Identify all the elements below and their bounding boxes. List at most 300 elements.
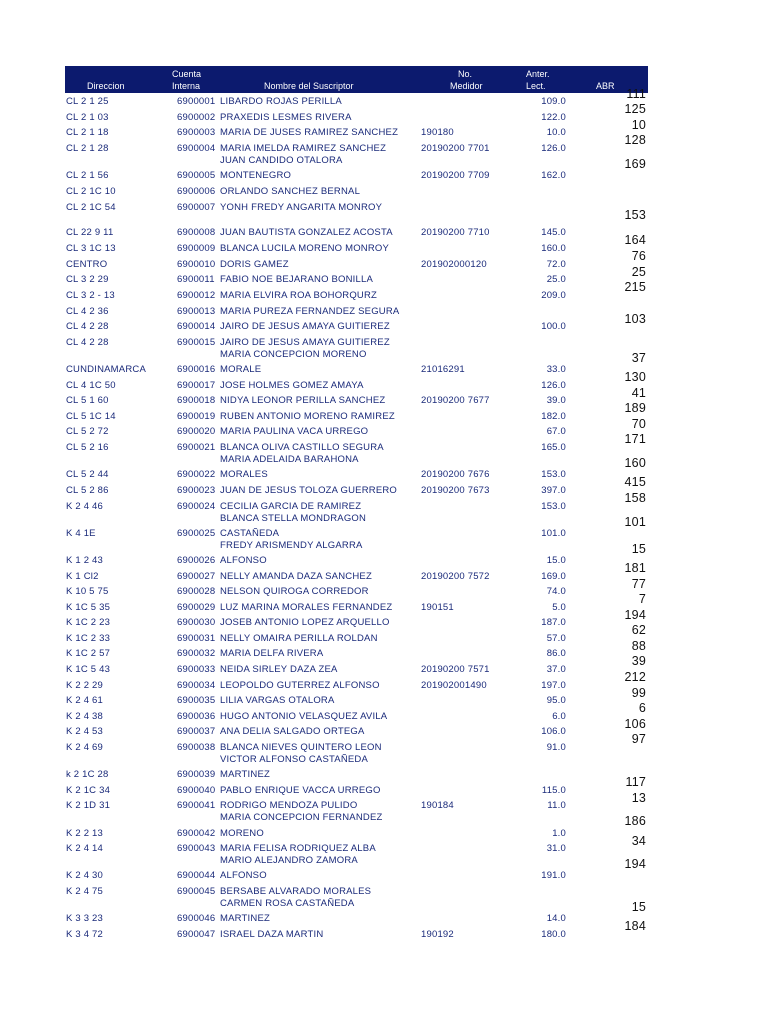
- cell-abr: 130: [624, 370, 646, 384]
- table-row: [65, 302, 648, 318]
- cell-direccion: CL 5 2 72: [66, 426, 109, 437]
- cell-cuenta: 6900037: [177, 726, 216, 737]
- cell-lectura-anterior: 31.0: [546, 843, 566, 854]
- table-row: [65, 775, 648, 797]
- cell-lectura-anterior: 33.0: [546, 364, 566, 375]
- table-row: [65, 233, 648, 255]
- header-nombre: Nombre del Suscriptor: [264, 81, 354, 91]
- cell-direccion: K 2 2 13: [66, 828, 103, 839]
- cell-cuenta: 6900033: [177, 664, 216, 675]
- cell-direccion: CL 3 2 29: [66, 274, 109, 285]
- cell-direccion: K 3 3 23: [66, 913, 103, 924]
- cell-nombre: NELLY OMAIRA PERILLA ROLDAN: [220, 633, 378, 644]
- cell-direccion: K 2 4 46: [66, 501, 103, 512]
- cell-abr: 88: [631, 639, 646, 653]
- cell-nombre: CECILIA GARCIA DE RAMIREZ: [220, 501, 362, 512]
- cell-nombre: NIDYA LEONOR PERILLA SANCHEZ: [220, 395, 386, 406]
- table-row: [65, 670, 648, 692]
- table-row: [65, 882, 648, 898]
- cell-cuenta: 6900028: [177, 586, 216, 597]
- cell-abr: 37: [631, 351, 646, 365]
- cell-abr: 189: [624, 401, 646, 415]
- cell-abr: 62: [631, 623, 646, 637]
- table-row: [65, 855, 648, 882]
- cell-cuenta: 6900040: [177, 785, 216, 796]
- cell-nombre-line2: CASTAÑEDA: [220, 528, 280, 539]
- table-row: [65, 370, 648, 392]
- cell-direccion: K 2 4 30: [66, 870, 103, 881]
- cell-lectura-anterior: 91.0: [546, 742, 566, 753]
- cell-medidor: 190192: [421, 929, 454, 940]
- table-row: [65, 432, 648, 454]
- cell-cuenta: 6900047: [177, 929, 216, 940]
- cell-nombre: LUZ MARINA MORALES FERNANDEZ: [220, 602, 393, 613]
- table-row: [65, 791, 648, 812]
- table-row: [65, 280, 648, 302]
- table-row: [65, 312, 648, 333]
- cell-cuenta: 6900023: [177, 485, 216, 496]
- cell-abr: 181: [624, 561, 646, 575]
- cell-abr: 77: [631, 577, 646, 591]
- cell-medidor: 20190200 7676: [421, 469, 490, 480]
- cell-cuenta: 6900035: [177, 695, 216, 706]
- cell-nombre: MARIA FELISA RODRIQUEZ ALBA: [220, 843, 376, 854]
- cell-nombre-line2: ALFONSO: [220, 555, 267, 566]
- table-row: [65, 454, 648, 481]
- cell-direccion: K 2 4 53: [66, 726, 103, 737]
- table-row: [65, 540, 648, 567]
- cell-nombre: LILIA VARGAS OTALORA: [220, 695, 335, 706]
- cell-cuenta: 6900002: [177, 112, 216, 123]
- cell-nombre: JUAN DE JESUS TOLOZA GUERRERO: [220, 485, 398, 496]
- cell-lectura-anterior: 11.0: [547, 800, 566, 811]
- cell-direccion: CUNDINAMARCA: [66, 364, 146, 375]
- header-medidor-line1: No.: [458, 69, 473, 79]
- cell-cuenta: 6900020: [177, 426, 216, 437]
- cell-lectura-anterior: 25.0: [546, 274, 566, 285]
- cell-nombre: YONH FREDY ANGARITA MONROY: [220, 202, 383, 213]
- cell-abr: 117: [625, 775, 646, 789]
- cell-direccion: CL 2 1 03: [66, 112, 109, 123]
- cell-abr: 97: [631, 732, 646, 746]
- cell-lectura-anterior: 182.0: [541, 411, 566, 422]
- cell-direccion: K 2 1C 34: [66, 785, 111, 796]
- table-row: [65, 577, 648, 598]
- cell-medidor: 190184: [421, 800, 454, 811]
- header-medidor-line2: Medidor: [450, 81, 483, 91]
- cell-nombre: BLANCA STELLA MONDRAGON: [220, 513, 367, 524]
- cell-direccion: CL 2 1C 10: [66, 186, 116, 197]
- cell-cuenta: 6900044: [177, 870, 216, 881]
- cell-abr: 184: [624, 919, 646, 933]
- cell-abr: 34: [631, 834, 646, 848]
- cell-nombre: MARIA IMELDA RAMIREZ SANCHEZ: [220, 143, 387, 154]
- cell-lectura-anterior: 162.0: [541, 170, 566, 181]
- cell-cuenta: 6900036: [177, 711, 216, 722]
- cell-direccion: CL 5 1C 14: [66, 411, 116, 422]
- table-row: [65, 475, 648, 497]
- cell-nombre: NEIDA SIRLEY DAZA ZEA: [220, 664, 338, 675]
- cell-medidor: 201902000120: [421, 259, 487, 270]
- cell-nombre: JUAN BAUTISTA GONZALEZ ACOSTA: [220, 227, 393, 238]
- table-row: [65, 102, 648, 124]
- cell-nombre-line2: MORALE: [220, 364, 262, 375]
- cell-cuenta: 6900046: [177, 913, 216, 924]
- cell-nombre: MARIA CONCEPCION MORENO: [220, 349, 367, 360]
- cell-abr: 125: [624, 102, 646, 116]
- cell-abr: 171: [624, 432, 646, 446]
- cell-nombre: ANA DELIA SALGADO ORTEGA: [220, 726, 365, 737]
- cell-cuenta: 6900016: [177, 364, 216, 375]
- cell-nombre: VICTOR ALFONSO CASTAÑEDA: [220, 754, 369, 765]
- table-row: [65, 561, 648, 583]
- table-row: [65, 513, 648, 540]
- cell-nombre: PABLO ENRIQUE VACCA URREGO: [220, 785, 381, 796]
- cell-direccion: K 1C 2 23: [66, 617, 111, 628]
- header-cuenta-line1: Cuenta: [172, 69, 202, 79]
- table-row: [65, 732, 648, 754]
- cell-direccion: CL 2 1 56: [66, 170, 109, 181]
- cell-medidor: 20190200 7677: [421, 395, 490, 406]
- cell-cuenta: 6900026: [177, 555, 216, 566]
- cell-abr: 39: [631, 654, 646, 668]
- cell-lectura-anterior: 39.0: [546, 395, 566, 406]
- cell-cuenta: 6900019: [177, 411, 216, 422]
- cell-cuenta: 6900001: [177, 96, 216, 107]
- cell-direccion: K 10 5 75: [66, 586, 109, 597]
- cell-nombre: MARIA PUREZA FERNANDEZ SEGURA: [220, 306, 400, 317]
- cell-lectura-anterior: 160.0: [541, 243, 566, 254]
- cell-direccion: K 2 4 69: [66, 742, 103, 753]
- cell-cuenta: 6900027: [177, 571, 216, 582]
- cell-direccion: K 2 1D 31: [66, 800, 111, 811]
- cell-nombre: HUGO ANTONIO VELASQUEZ AVILA: [220, 711, 388, 722]
- cell-nombre: LEOPOLDO GUTERREZ ALFONSO: [220, 680, 380, 691]
- cell-lectura-anterior: 101.0: [541, 528, 566, 539]
- cell-nombre: MARIA DELFA RIVERA: [220, 648, 324, 659]
- cell-direccion: K 2 4 75: [66, 886, 103, 897]
- cell-lectura-anterior: 109.0: [541, 96, 566, 107]
- cell-cuenta: 6900005: [177, 170, 216, 181]
- cell-medidor: 20190200 7673: [421, 485, 490, 496]
- cell-nombre: FABIO NOE BEJARANO BONILLA: [220, 274, 374, 285]
- cell-cuenta: 6900034: [177, 680, 216, 691]
- cell-medidor: 21016291: [421, 364, 465, 375]
- cell-nombre-line2: ALFONSO: [220, 870, 267, 881]
- cell-abr: 76: [631, 249, 646, 263]
- cell-cuenta: 6900024: [177, 501, 216, 512]
- cell-cuenta: 6900007: [177, 202, 216, 213]
- cell-abr: 106: [624, 717, 646, 731]
- cell-nombre-line2: MARTINEZ: [220, 769, 270, 780]
- cell-lectura-anterior: 209.0: [541, 290, 566, 301]
- cell-nombre: LIBARDO ROJAS PERILLA: [220, 96, 342, 107]
- header-anter-line2: Lect.: [526, 81, 546, 91]
- cell-lectura-anterior: 57.0: [546, 633, 566, 644]
- table-row: [65, 654, 648, 676]
- cell-cuenta: 6900012: [177, 290, 216, 301]
- cell-direccion: CL 5 2 86: [66, 485, 109, 496]
- cell-abr: 186: [624, 814, 646, 828]
- table-row: [65, 155, 648, 182]
- cell-lectura-anterior: 37.0: [546, 664, 566, 675]
- cell-lectura-anterior: 72.0: [546, 259, 566, 270]
- cell-nombre: JAIRO DE JESUS AMAYA GUITIEREZ: [220, 337, 390, 348]
- cell-direccion: K 2 2 29: [66, 680, 103, 691]
- cell-lectura-anterior: 187.0: [541, 617, 566, 628]
- cell-direccion: CL 5 1 60: [66, 395, 109, 406]
- cell-cuenta: 6900004: [177, 143, 216, 154]
- cell-nombre-line2: MORALES: [220, 469, 268, 480]
- cell-abr: 99: [631, 686, 646, 700]
- table-row: [65, 701, 648, 723]
- cell-cuenta: 6900014: [177, 321, 216, 332]
- cell-nombre: BLANCA LUCILA MORENO MONROY: [220, 243, 390, 254]
- cell-medidor: 20190200 7710: [421, 227, 490, 238]
- cell-abr: 212: [624, 670, 646, 684]
- cell-direccion: CL 4 2 28: [66, 337, 109, 348]
- table-row: [65, 639, 648, 660]
- cell-direccion: K 1C 5 43: [66, 664, 111, 675]
- cell-cuenta: 6900015: [177, 337, 216, 348]
- cell-direccion: K 1 Cl2: [66, 571, 99, 582]
- cell-direccion: CL 2 1 25: [66, 96, 109, 107]
- cell-cuenta: 6900017: [177, 380, 216, 391]
- cell-cuenta: 6900042: [177, 828, 216, 839]
- cell-nombre-line2: MARTINEZ: [220, 913, 270, 924]
- cell-direccion: K 4 1E: [66, 528, 96, 539]
- cell-lectura-anterior: 100.0: [541, 321, 566, 332]
- table-row: [65, 208, 648, 239]
- cell-nombre: MARIA DE JUSES RAMIREZ SANCHEZ: [220, 127, 399, 138]
- cell-cuenta: 6900018: [177, 395, 216, 406]
- cell-abr: 10: [631, 118, 646, 132]
- cell-lectura-anterior: 153.0: [541, 469, 566, 480]
- cell-lectura-anterior: 397.0: [541, 485, 566, 496]
- cell-abr: 103: [624, 312, 646, 326]
- cell-nombre-line2: MONTENEGRO: [220, 170, 292, 181]
- cell-lectura-anterior: 106.0: [541, 726, 566, 737]
- cell-abr: 6: [638, 701, 646, 715]
- table-row: [65, 333, 648, 349]
- cell-lectura-anterior: 14.0: [546, 913, 566, 924]
- cell-nombre: MARIA ADELAIDA BARAHONA: [220, 454, 359, 465]
- cell-nombre: FREDY ARISMENDY ALGARRA: [220, 540, 363, 551]
- cell-abr: 415: [624, 475, 646, 489]
- cell-direccion: K 2 4 14: [66, 843, 103, 854]
- cell-lectura-anterior: 74.0: [546, 586, 566, 597]
- cell-direccion: CL 2 1 18: [66, 127, 109, 138]
- cell-abr: 215: [624, 280, 646, 294]
- table-row: [65, 717, 648, 738]
- cell-direccion: K 1 2 43: [66, 555, 103, 566]
- cell-nombre: PRAXEDIS LESMES RIVERA: [220, 112, 352, 123]
- table-row: [65, 265, 648, 286]
- table-row: [65, 249, 648, 271]
- table-row: [65, 133, 648, 155]
- cell-abr: 15: [631, 542, 646, 556]
- cell-abr: 160: [624, 456, 646, 470]
- header-abr: ABR: [596, 81, 615, 91]
- cell-abr: 194: [624, 608, 646, 622]
- cell-cuenta: 6900030: [177, 617, 216, 628]
- cell-lectura-anterior: 145.0: [541, 227, 566, 238]
- cell-medidor: 201902001490: [421, 680, 487, 691]
- cell-abr: 41: [631, 386, 646, 400]
- cell-cuenta: 6900011: [177, 274, 215, 285]
- table-row: [65, 834, 648, 855]
- cell-direccion: K 1C 2 33: [66, 633, 111, 644]
- cell-lectura-anterior: 5.0: [552, 602, 566, 613]
- table-row: [65, 491, 648, 513]
- cell-nombre: JOSE HOLMES GOMEZ AMAYA: [220, 380, 364, 391]
- table-row: [65, 349, 648, 376]
- cell-medidor: 20190200 7571: [421, 664, 490, 675]
- cell-cuenta: 6900038: [177, 742, 216, 753]
- cell-nombre: MARIA CONCEPCION FERNANDEZ: [220, 812, 383, 823]
- table-row: [65, 87, 648, 108]
- cell-lectura-anterior: 126.0: [541, 380, 566, 391]
- cell-cuenta: 6900006: [177, 186, 216, 197]
- header-direccion: Direccion: [87, 81, 125, 91]
- cell-lectura-anterior: 86.0: [546, 648, 566, 659]
- cell-lectura-anterior: 1.0: [552, 828, 566, 839]
- cell-abr: 13: [631, 791, 646, 805]
- table-row: [65, 182, 648, 198]
- cell-cuenta: 6900039: [177, 769, 216, 780]
- cell-direccion: CL 2 1C 54: [66, 202, 116, 213]
- cell-abr: 25: [631, 265, 646, 279]
- cell-nombre: JAIRO DE JESUS AMAYA GUITIEREZ: [220, 321, 390, 332]
- cell-lectura-anterior: 67.0: [546, 426, 566, 437]
- table-row: [65, 623, 648, 645]
- cell-nombre: JOSEB ANTONIO LOPEZ ARQUELLO: [220, 617, 390, 628]
- cell-cuenta: 6900029: [177, 602, 216, 613]
- cell-direccion: CL 3 2 - 13: [66, 290, 115, 301]
- cell-lectura-anterior: 197.0: [541, 680, 566, 691]
- cell-direccion: CL 2 1 28: [66, 143, 109, 154]
- cell-nombre: BERSABE ALVARADO MORALES: [220, 886, 372, 897]
- table-row: [65, 812, 648, 840]
- cell-abr: 194: [624, 857, 646, 871]
- cell-direccion: CL 3 1C 13: [66, 243, 116, 254]
- cell-abr: 111: [626, 87, 646, 101]
- cell-cuenta: 6900045: [177, 886, 216, 897]
- cell-cuenta: 6900032: [177, 648, 216, 659]
- table-row: [65, 386, 648, 407]
- cell-abr: 153: [624, 208, 646, 222]
- cell-nombre-line2: MORENO: [220, 828, 264, 839]
- table-header: [65, 66, 648, 93]
- cell-cuenta: 6900022: [177, 469, 216, 480]
- cell-cuenta: 6900003: [177, 127, 216, 138]
- cell-nombre: BLANCA NIEVES QUINTERO LEON: [220, 742, 382, 753]
- cell-cuenta: 6900010: [177, 259, 216, 270]
- cell-nombre: ISRAEL DAZA MARTIN: [220, 929, 324, 940]
- cell-abr: 70: [631, 417, 646, 431]
- cell-direccion: K 1C 5 35: [66, 602, 111, 613]
- table-row: [65, 608, 648, 629]
- cell-lectura-anterior: 180.0: [541, 929, 566, 940]
- cell-direccion: K 1C 2 57: [66, 648, 111, 659]
- cell-direccion: K 2 4 38: [66, 711, 103, 722]
- cell-cuenta: 6900043: [177, 843, 216, 854]
- cell-cuenta: 6900009: [177, 243, 216, 254]
- table-row: [65, 417, 648, 438]
- cell-nombre: CARMEN ROSA CASTAÑEDA: [220, 898, 355, 909]
- cell-direccion: CL 4 1C 50: [66, 380, 116, 391]
- cell-nombre: RUBEN ANTONIO MORENO RAMIREZ: [220, 411, 395, 422]
- cell-lectura-anterior: 169.0: [541, 571, 566, 582]
- cell-direccion: CL 5 2 44: [66, 469, 109, 480]
- cell-lectura-anterior: 122.0: [541, 112, 566, 123]
- cell-lectura-anterior: 153.0: [541, 501, 566, 512]
- cell-cuenta: 6900025: [177, 528, 216, 539]
- cell-nombre: BLANCA OLIVA CASTILLO SEGURA: [220, 442, 384, 453]
- cell-abr: 164: [624, 233, 646, 247]
- table-row: [65, 686, 648, 707]
- cell-abr: 101: [624, 515, 646, 529]
- table-row: [65, 919, 648, 941]
- header-cuenta-line2: Interna: [172, 81, 201, 91]
- table-row: [65, 898, 648, 925]
- cell-nombre: MARIO ALEJANDRO ZAMORA: [220, 855, 358, 866]
- cell-nombre: RODRIGO MENDOZA PULIDO: [220, 800, 358, 811]
- table-body: [65, 87, 648, 941]
- cell-nombre: MARIA ELVIRA ROA BOHORQURZ: [220, 290, 378, 301]
- cell-medidor: 190180: [421, 127, 454, 138]
- cell-medidor: 20190200 7709: [421, 170, 490, 181]
- table-row: [65, 754, 648, 781]
- cell-nombre: ORLANDO SANCHEZ BERNAL: [220, 186, 361, 197]
- cell-lectura-anterior: 115.0: [541, 785, 566, 796]
- cell-abr: 128: [624, 133, 646, 147]
- cell-cuenta: 6900041: [177, 800, 216, 811]
- cell-cuenta: 6900008: [177, 227, 216, 238]
- cell-direccion: k 2 1C 28: [66, 769, 109, 780]
- cell-cuenta: 6900031: [177, 633, 216, 644]
- cell-abr: 7: [638, 592, 646, 606]
- cell-cuenta: 6900021: [177, 442, 216, 453]
- cell-lectura-anterior: 10.0: [546, 127, 566, 138]
- table-row: [65, 401, 648, 423]
- cell-lectura-anterior: 165.0: [541, 442, 566, 453]
- table-row: [65, 592, 648, 614]
- header-anter-line1: Anter.: [526, 69, 550, 79]
- cell-lectura-anterior: 6.0: [552, 711, 566, 722]
- cell-direccion: CL 5 2 16: [66, 442, 109, 453]
- cell-cuenta: 6900013: [177, 306, 216, 317]
- cell-direccion: CL 4 2 36: [66, 306, 109, 317]
- cell-medidor: 190151: [421, 602, 454, 613]
- cell-lectura-anterior: 191.0: [541, 870, 566, 881]
- cell-lectura-anterior: 126.0: [541, 143, 566, 154]
- cell-nombre: MARIA PAULINA VACA URREGO: [220, 426, 369, 437]
- table-row: [65, 118, 648, 139]
- cell-abr: 158: [624, 491, 646, 505]
- cell-nombre: NELSON QUIROGA CORREDOR: [220, 586, 369, 597]
- cell-nombre: DORIS GAMEZ: [220, 259, 289, 270]
- cell-medidor: 20190200 7572: [421, 571, 490, 582]
- cell-medidor: 20190200 7701: [421, 143, 490, 154]
- cell-nombre: NELLY AMANDA DAZA SANCHEZ: [220, 571, 372, 582]
- cell-lectura-anterior: 15.0: [546, 555, 566, 566]
- cell-direccion: K 3 4 72: [66, 929, 103, 940]
- table-row: [65, 198, 648, 214]
- subscriber-table: [65, 66, 648, 941]
- cell-direccion: CL 22 9 11: [66, 227, 114, 238]
- cell-nombre: JUAN CANDIDO OTALORA: [220, 155, 343, 166]
